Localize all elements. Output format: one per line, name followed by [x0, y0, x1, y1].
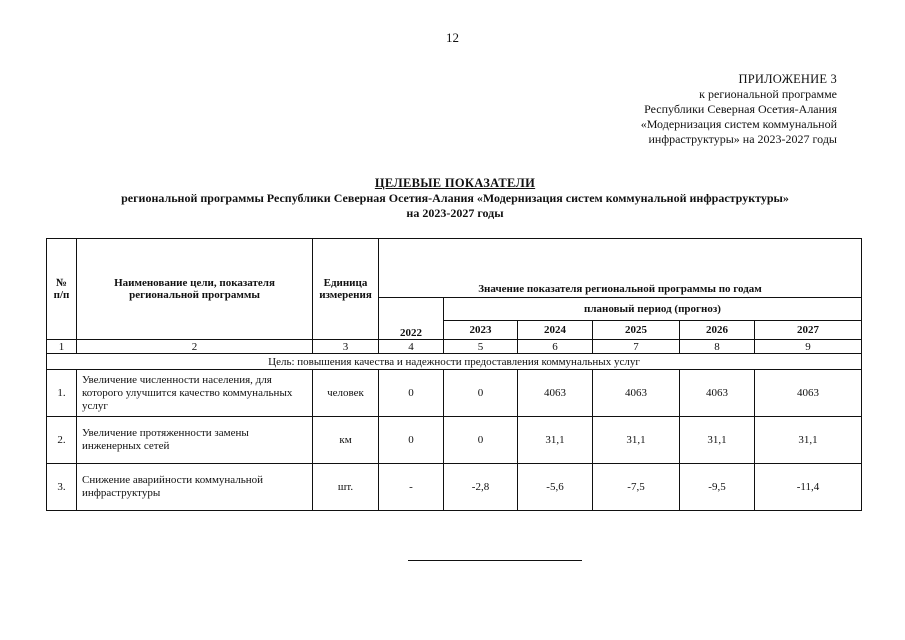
header-num: № п/п [47, 239, 77, 340]
header-year-2024: 2024 [518, 321, 593, 340]
page-number: 12 [446, 30, 459, 45]
row-value-2027: -11,4 [755, 464, 862, 511]
header-year-2022: 2022 [379, 298, 444, 340]
row-value-2022: 0 [379, 417, 444, 464]
column-number: 6 [518, 340, 593, 354]
column-numbers-row [47, 340, 862, 354]
row-value-2025: 31,1 [593, 417, 680, 464]
column-number: 5 [444, 340, 518, 354]
row-value-2023: 0 [444, 370, 518, 417]
appendix-line-2: Республики Северная Осетия-Алания [644, 102, 837, 116]
row-num: 1. [47, 370, 77, 417]
row-value-2022: - [379, 464, 444, 511]
appendix-line-1: к региональной программе [699, 87, 837, 101]
table-row [47, 370, 862, 417]
goal-row [47, 354, 862, 370]
header-unit: Единица измерения [313, 239, 379, 340]
row-value-2025: -7,5 [593, 464, 680, 511]
row-value-2027: 31,1 [755, 417, 862, 464]
header-year-2023: 2023 [444, 321, 518, 340]
row-value-2023: 0 [444, 417, 518, 464]
row-value-2024: 31,1 [518, 417, 593, 464]
row-value-2022: 0 [379, 370, 444, 417]
appendix-header [577, 72, 837, 147]
goal-text: Цель: повышения качества и надежности предоставления коммунальных услуг [47, 354, 862, 370]
row-value-2026: 4063 [680, 370, 755, 417]
row-unit: человек [313, 370, 379, 417]
row-value-2026: -9,5 [680, 464, 755, 511]
row-value-2024: 4063 [518, 370, 593, 417]
row-name: Снижение аварийности коммунальной инфраструктуры [77, 464, 313, 511]
row-value-2026: 31,1 [680, 417, 755, 464]
header-year-2026: 2026 [680, 321, 755, 340]
appendix-heading: ПРИЛОЖЕНИЕ 3 [738, 72, 837, 86]
row-value-2027: 4063 [755, 370, 862, 417]
row-value-2023: -2,8 [444, 464, 518, 511]
table-row [47, 464, 862, 511]
target-indicators-table [46, 238, 862, 511]
footer-divider [408, 560, 582, 561]
row-name: Увеличение протяженности замены инженерных сетей [77, 417, 313, 464]
row-unit: шт. [313, 464, 379, 511]
header-name: Наименование цели, показателя региональной программы [77, 239, 313, 340]
title-line-2: региональной программы Республики Северная Осетия-Алания «Модернизация систем коммунальной инфраструктуры» [121, 191, 789, 205]
document-title [40, 176, 870, 221]
column-number: 9 [755, 340, 862, 354]
header-values: Значение показателя региональной программы по годам [379, 239, 862, 298]
title-line-1: ЦЕЛЕВЫЕ ПОКАЗАТЕЛИ [374, 176, 536, 190]
title-line-3: на 2023-2027 годы [406, 206, 504, 220]
row-value-2024: -5,6 [518, 464, 593, 511]
column-number: 4 [379, 340, 444, 354]
row-num: 2. [47, 417, 77, 464]
header-year-2025: 2025 [593, 321, 680, 340]
appendix-line-3: «Модернизация систем коммунальной [640, 117, 837, 131]
column-number: 1 [47, 340, 77, 354]
appendix-line-4: инфраструктуры» на 2023-2027 годы [648, 132, 837, 146]
row-name: Увеличение численности населения, для которого улучшится качество коммунальных услуг [77, 370, 313, 417]
header-year-2027: 2027 [755, 321, 862, 340]
column-number: 3 [313, 340, 379, 354]
table-row [47, 417, 862, 464]
column-number: 7 [593, 340, 680, 354]
column-number: 8 [680, 340, 755, 354]
header-planned-period: плановый период (прогноз) [444, 298, 862, 321]
row-value-2025: 4063 [593, 370, 680, 417]
row-unit: км [313, 417, 379, 464]
column-number: 2 [77, 340, 313, 354]
row-num: 3. [47, 464, 77, 511]
